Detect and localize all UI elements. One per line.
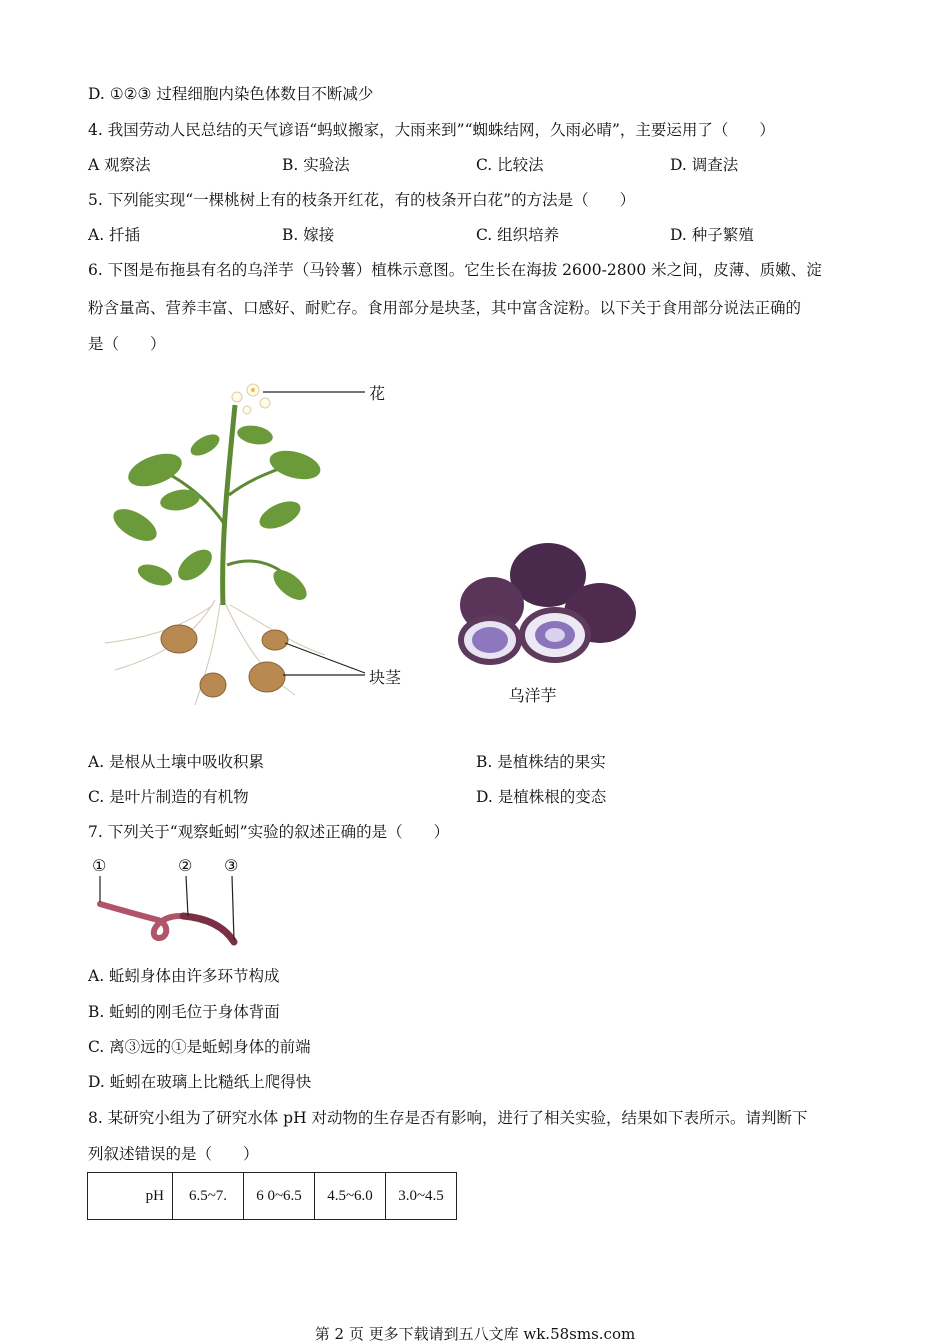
q4-option-d: D. 调查法 — [670, 156, 739, 174]
q7-option-c: C. 离③远的①是蚯蚓身体的前端 — [88, 1038, 311, 1056]
page-footer: 第 2 页 更多下载请到五八文库 wk.58sms.com — [314, 1325, 636, 1343]
table-header-ph: pH — [88, 1173, 173, 1220]
q4-option-c: C. 比较法 — [476, 156, 544, 174]
q6-option-d: D. 是植株根的变态 — [476, 788, 607, 806]
q6-option-c: C. 是叶片制造的有机物 — [88, 788, 249, 806]
q4-option-b: B. 实验法 — [282, 156, 350, 174]
q4-stem: 4. 我国劳动人民总结的天气谚语“蚂蚁搬家，大雨来到”“蜘蛛结网，久雨必晴”，主要运用了（ ） — [88, 121, 775, 139]
q7-option-b: B. 蚯蚓的刚毛位于身体背面 — [88, 1003, 280, 1021]
q6-option-b: B. 是植株结的果实 — [476, 753, 606, 771]
purple-potato-photo — [450, 535, 640, 670]
ph-table — [87, 1172, 457, 1220]
q5-option-b: B. 嫁接 — [282, 226, 335, 244]
table-cell: 6 0~6.5 — [244, 1173, 315, 1220]
earthworm-figure — [88, 854, 248, 949]
q3-option-d: D. ①②③ 过程细胞内染色体数目不断减少 — [88, 85, 374, 103]
q8-stem-line-1: 8. 某研究小组为了研究水体 pH 对动物的生存是否有影响，进行了相关实验，结果如下表所示。请判断下 — [88, 1109, 808, 1127]
q6-option-a: A. 是根从土壤中吸收积累 — [88, 753, 265, 771]
q5-option-d: D. 种子繁殖 — [670, 226, 754, 244]
q5-stem: 5. 下列能实现“一棵桃树上有的枝条开红花，有的枝条开白花”的方法是（ ） — [88, 191, 636, 209]
q6-stem-line-1: 6. 下图是布拖县有名的乌洋芋（马铃薯）植株示意图。它生长在海拔 2600-2800 米之间，皮薄、质嫩、淀 — [88, 261, 822, 279]
q7-option-d: D. 蚯蚓在玻璃上比糙纸上爬得快 — [88, 1073, 312, 1091]
table-cell: 3.0~4.5 — [386, 1173, 457, 1220]
q5-option-c: C. 组织培养 — [476, 226, 560, 244]
q7-option-a: A. 蚯蚓身体由许多环节构成 — [88, 967, 280, 985]
q7-stem: 7. 下列关于“观察蚯蚓”实验的叙述正确的是（ ） — [88, 823, 450, 841]
table-cell: 6.5~7. — [173, 1173, 244, 1220]
label-purple-potato: 乌洋芋 — [508, 686, 557, 705]
q6-stem-line-2: 粉含量高、营养丰富、口感好、耐贮存。食用部分是块茎，其中富含淀粉。以下关于食用部分说法正确的 — [88, 299, 802, 317]
label-tuber: 块茎 — [369, 668, 402, 687]
purple-potato-figure — [450, 535, 640, 715]
label-worm-3: ③ — [224, 856, 239, 875]
label-flower: 花 — [369, 384, 386, 403]
label-worm-1: ① — [92, 856, 107, 875]
label-worm-2: ② — [178, 856, 193, 875]
table-row — [88, 1173, 457, 1220]
q4-option-a: A 观察法 — [88, 156, 151, 174]
q8-stem-line-2: 列叙述错误的是（ ） — [88, 1145, 259, 1163]
q5-option-a: A. 扦插 — [88, 226, 141, 244]
table-cell: 4.5~6.0 — [315, 1173, 386, 1220]
q6-stem-line-3: 是（ ） — [88, 335, 166, 353]
potato-plant-figure — [95, 375, 425, 720]
